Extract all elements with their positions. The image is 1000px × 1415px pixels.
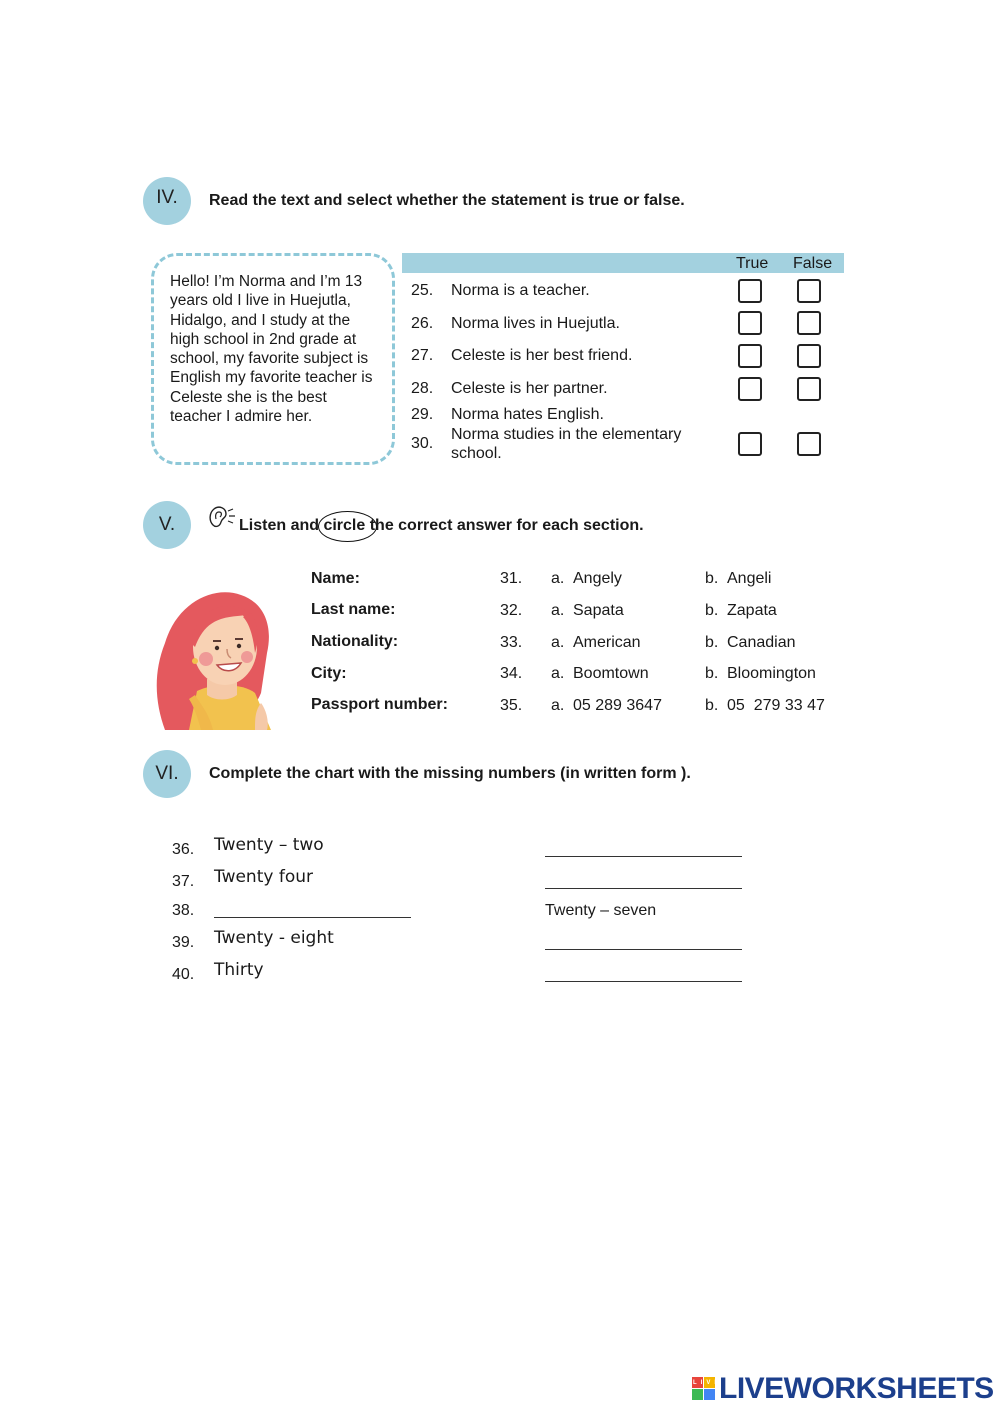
true-false-header-bar [402,253,844,273]
question-number: 33. [500,634,523,651]
section-iv-instruction: Read the text and select whether the statement is true or false. [209,192,685,209]
section-v-instruction: Listen and circle the correct answer for each section. [239,517,644,534]
false-checkbox-25[interactable] [797,279,821,303]
statement-text: Norma is a teacher. [451,282,590,299]
girl-illustration [143,583,291,730]
statement-number: 30. [411,435,434,452]
false-column-label: False [793,255,833,272]
option-b-letter: b. [705,697,719,714]
question-number: 34. [500,665,523,682]
true-checkbox-25[interactable] [738,279,762,303]
option-a-answer[interactable]: 05 289 3647 [573,697,662,714]
item-number: 36. [172,841,195,858]
option-a-letter: a. [551,634,565,651]
ear-listen-icon [207,505,237,531]
option-b-letter: b. [705,570,719,587]
section-v-badge-label: V. [158,514,176,535]
answer-blank-36[interactable] [545,856,742,857]
section-vi-instruction: Complete the chart with the missing numbers (in written form ). [209,765,691,782]
option-a-answer[interactable]: Angely [573,570,622,587]
item-number: 37. [172,873,195,890]
false-checkbox-26[interactable] [797,311,821,335]
field-label: Nationality: [311,633,399,650]
number-word: Twenty – two [214,835,324,855]
statement-text: Celeste is her best friend. [451,347,633,364]
true-checkbox-27[interactable] [738,344,762,368]
question-number: 35. [500,697,523,714]
option-b-answer[interactable]: Zapata [727,602,777,619]
option-b-letter: b. [705,602,719,619]
option-a-answer[interactable]: Sapata [573,602,624,619]
section-iv-badge [143,177,191,225]
true-checkbox-28[interactable] [738,377,762,401]
statement-number: 27. [411,347,434,364]
number-word: Twenty - eight [214,928,334,948]
true-checkbox-30[interactable] [738,432,762,456]
answer-blank-40[interactable] [545,981,742,982]
option-a-letter: a. [551,602,565,619]
field-label: Name: [311,570,360,587]
number-word: Twenty – seven [545,902,657,919]
reading-passage [151,253,395,465]
liveworksheets-logo-mark [692,1377,723,1401]
true-column-label: True [736,255,769,272]
option-a-letter: a. [551,665,565,682]
reading-passage-text: Hello! I’m Norma and I’m 13 years old I live in Huejutla, Hidalgo, and I study at the high school in 2nd grade at school, my favorite subject is English my favorite teacher is Celeste she is the best teacher I admire her. [170,273,373,426]
answer-blank-39[interactable] [545,949,742,950]
statement-text: Norma lives in Huejutla. [451,315,620,332]
circle-marker [318,511,377,542]
option-a-letter: a. [551,697,565,714]
section-vi-badge-label: VI. [155,763,179,784]
field-label: Passport number: [311,696,448,713]
section-v-badge [143,501,191,549]
option-b-answer[interactable]: 05 279 33 47 [727,697,825,714]
field-label: City: [311,665,347,682]
option-b-answer[interactable]: Angeli [727,570,772,587]
option-b-answer[interactable]: Canadian [727,634,796,651]
option-a-letter: a. [551,570,565,587]
question-number: 31. [500,570,523,587]
statement-number: 25. [411,282,434,299]
logo-mark-text: LIVE [693,1380,723,1386]
option-b-answer[interactable]: Bloomington [727,665,816,682]
liveworksheets-logo: LIVEWORKSHEETS [719,1372,994,1405]
section-iv-badge-label: IV. [156,187,178,208]
option-b-letter: b. [705,634,719,651]
item-number: 40. [172,966,195,983]
question-number: 32. [500,602,523,619]
item-number: 38. [172,902,195,919]
item-number: 39. [172,934,195,951]
answer-blank-37[interactable] [545,888,742,889]
number-word: Twenty four [214,867,313,887]
answer-blank-38[interactable] [214,917,411,918]
false-checkbox-30[interactable] [797,432,821,456]
statement-number: 26. [411,315,434,332]
option-a-answer[interactable]: American [573,634,641,651]
false-checkbox-28[interactable] [797,377,821,401]
option-b-letter: b. [705,665,719,682]
statement-number: 28. [411,380,434,397]
field-label: Last name: [311,601,396,618]
true-checkbox-26[interactable] [738,311,762,335]
section-vi-badge [143,750,191,798]
number-word: Thirty [214,960,264,980]
false-checkbox-27[interactable] [797,344,821,368]
statement-number: 29. [411,406,434,423]
statement-text: Norma hates English. [451,406,604,423]
statement-text: Norma studies in the elementary school. [451,426,682,462]
option-a-answer[interactable]: Boomtown [573,665,649,682]
statement-text: Celeste is her partner. [451,380,608,397]
